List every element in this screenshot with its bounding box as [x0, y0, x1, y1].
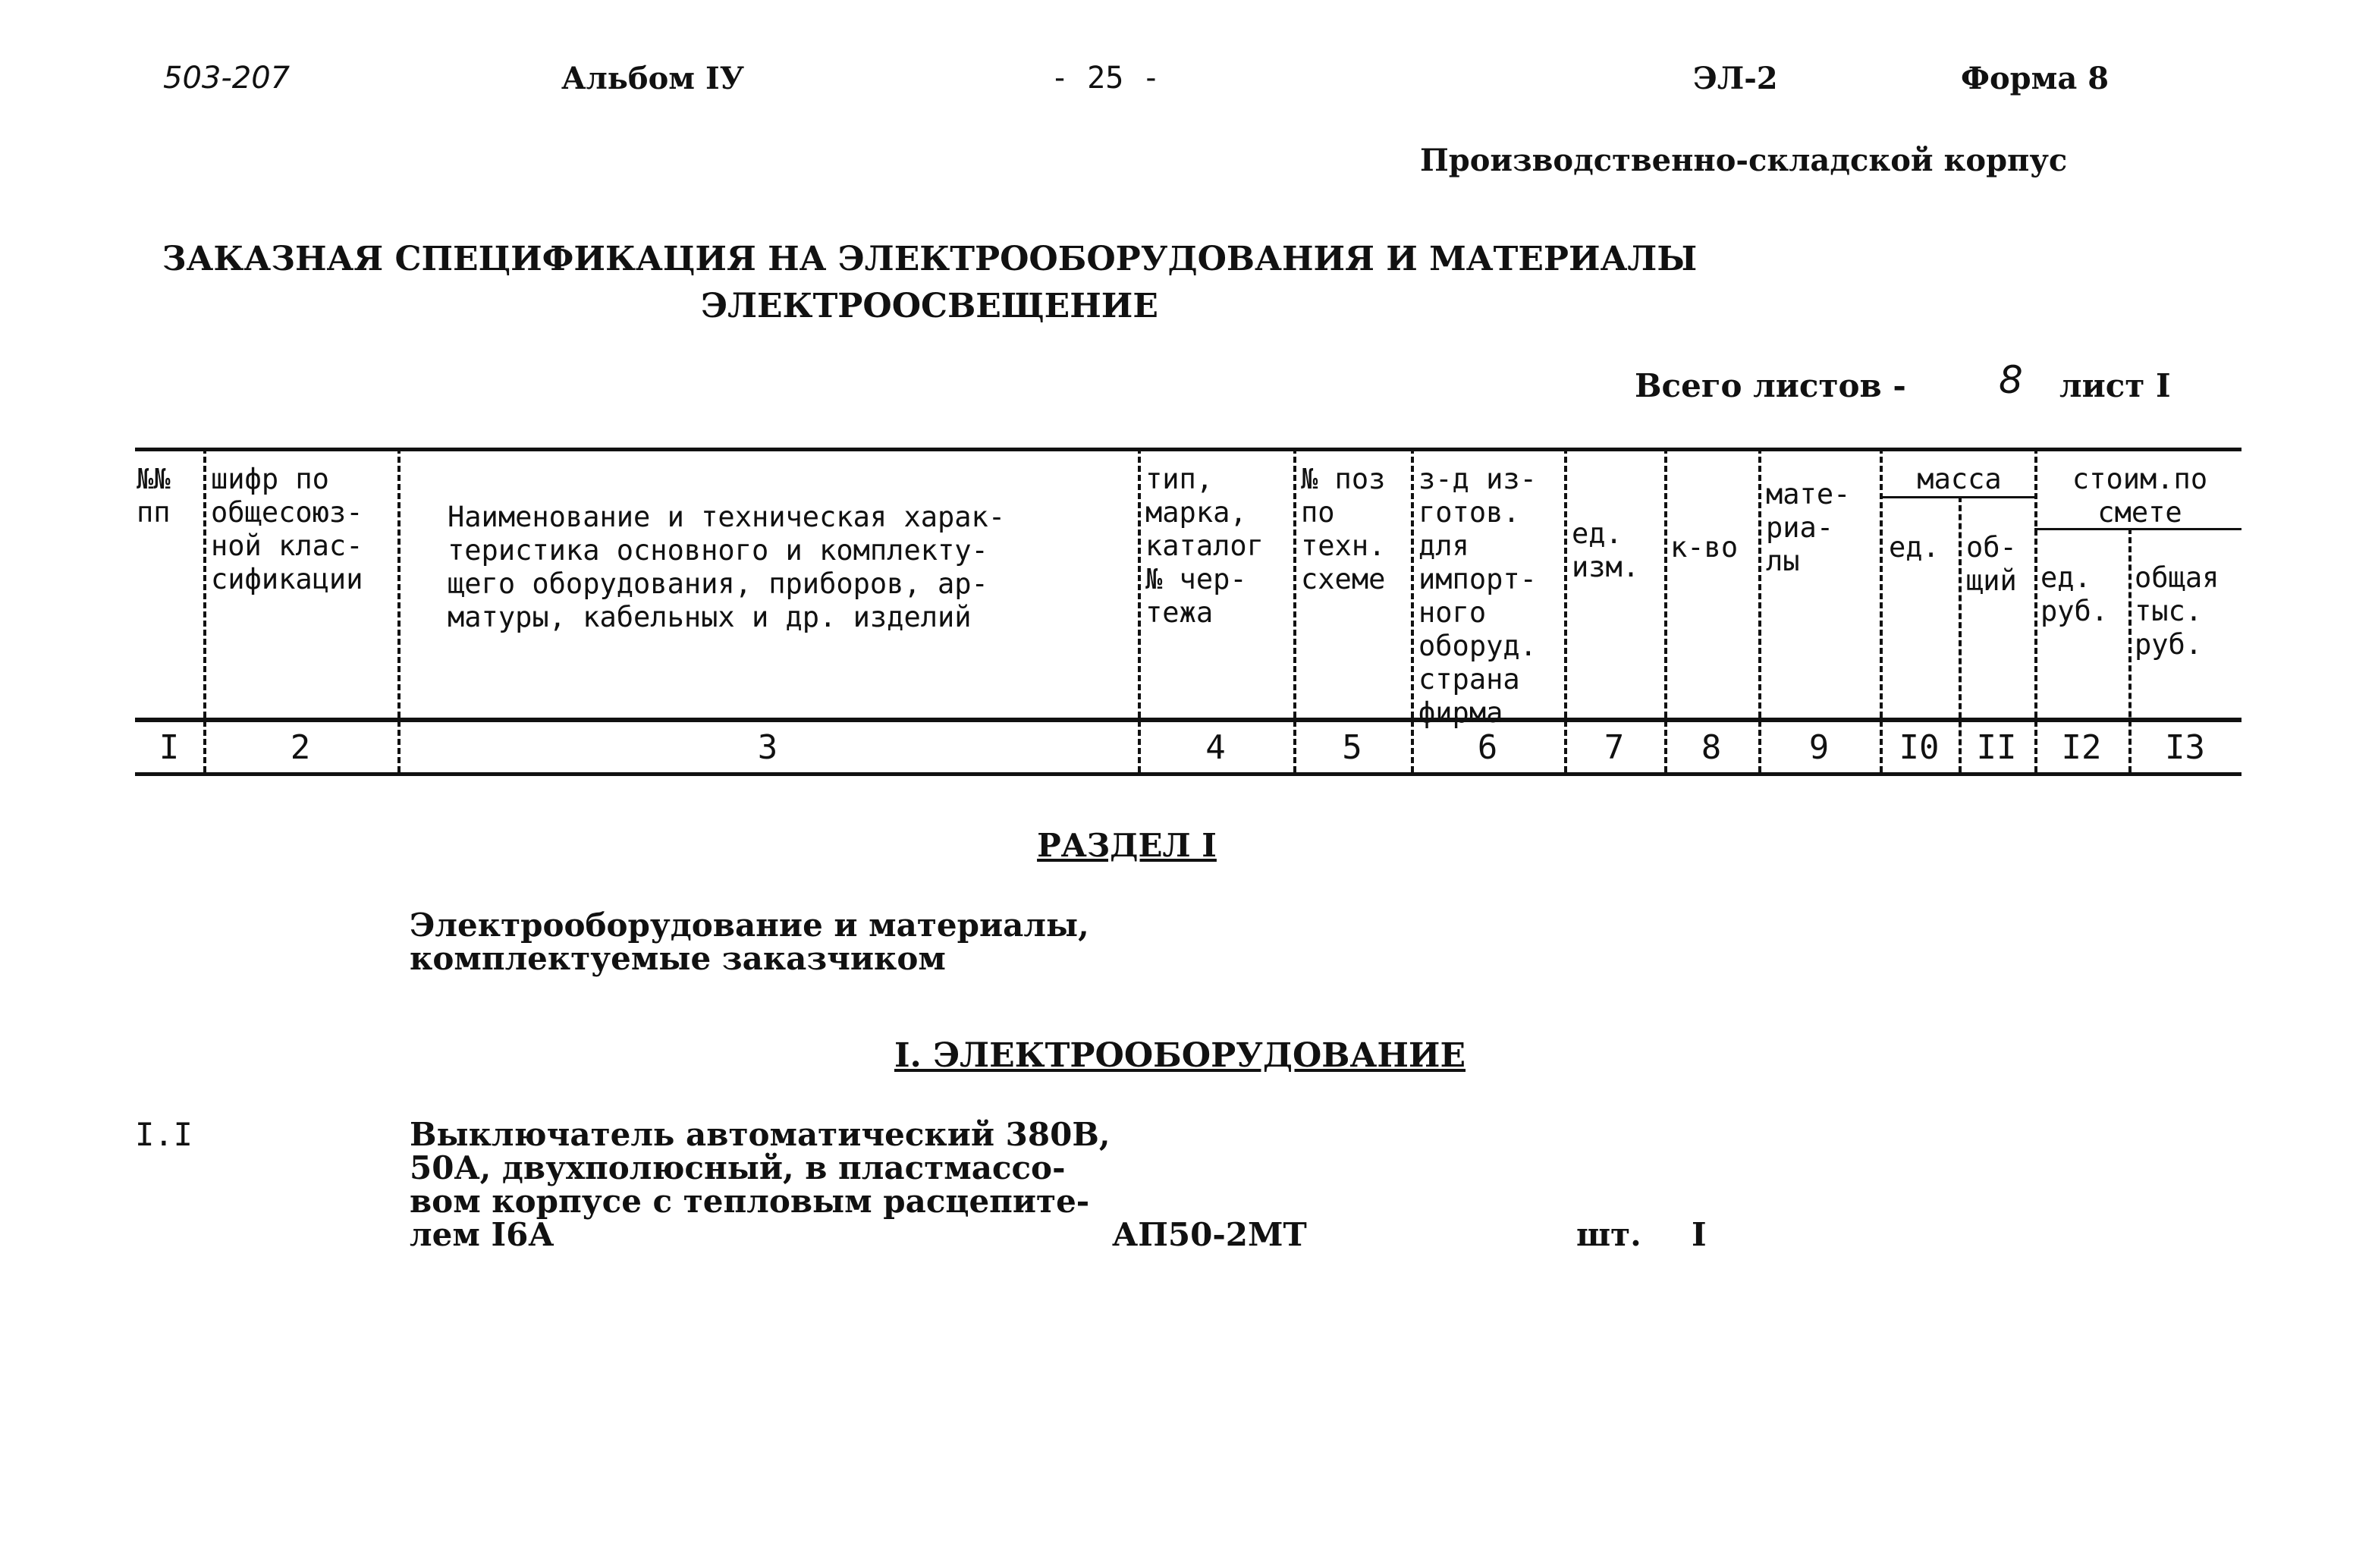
- header-col-9: мате- риа- лы: [1766, 478, 1851, 577]
- spec-title: ЗАКАЗНАЯ СПЕЦИФИКАЦИЯ НА ЭЛЕКТРООБОРУДОВАНИЯ И МАТЕРИАЛЫ: [162, 240, 1698, 278]
- header-col-5: № поз по техн. схеме: [1301, 463, 1386, 595]
- album-label: Альбом IУ: [561, 61, 745, 96]
- equipment-title: I. ЭЛЕКТРООБОРУДОВАНИЕ: [894, 1036, 1466, 1075]
- header-col-7: ед. изм.: [1572, 517, 1640, 583]
- header-col-6: з-д из- готов. для импорт- ного оборуд. страна фирма: [1418, 463, 1537, 729]
- header-group-cost: стоим.по смете: [2072, 463, 2208, 529]
- header-col-8: к-во: [1670, 531, 1739, 564]
- col-number: 2: [290, 728, 311, 767]
- col-number: 5: [1342, 728, 1362, 767]
- header-col-11: об- щий: [1966, 531, 2017, 597]
- row-type: АП50-2МТ: [1112, 1216, 1307, 1253]
- col-number: I0: [1899, 728, 1940, 767]
- table-top-rule: [135, 448, 2241, 451]
- col-number: 9: [1808, 728, 1830, 767]
- header-col-4: тип, марка, каталог № чер- тежа: [1145, 463, 1264, 629]
- page-number: - 25 -: [1051, 61, 1161, 96]
- document-code: 503-207: [163, 61, 291, 96]
- row-quantity: I: [1692, 1216, 1707, 1253]
- col-sep: [203, 448, 206, 772]
- header-col-13: общая тыс. руб.: [2135, 561, 2219, 661]
- col-number: I: [159, 728, 180, 767]
- row-name: Выключатель автоматический 380В, 50А, двухполюсный, в пластмассо- вом корпусе с тепловым расцепите- лем I6А: [410, 1116, 1111, 1253]
- building-name: Производственно-складской корпус: [1420, 143, 2068, 178]
- col-sep: [1880, 448, 1883, 772]
- col-sep: [1293, 448, 1296, 772]
- section-note: Электрооборудование и материалы, комплектуемые заказчиком: [410, 907, 1089, 977]
- col-number: 3: [757, 728, 778, 767]
- col-sep: [1411, 448, 1414, 772]
- header-col-3: Наименование и техническая харак- теристика основного и комплекту- щего оборудования, приборов, ар- матуры, кабельных и др. изделий: [448, 501, 1006, 633]
- col-sep: [2034, 448, 2037, 772]
- col-number: 6: [1477, 728, 1498, 767]
- header-col-1: №№ пп: [137, 463, 171, 529]
- document-mark: ЭЛ-2: [1693, 61, 1778, 96]
- header-group-mass: масса: [1917, 463, 2002, 495]
- spec-table-header: [135, 448, 2241, 774]
- col-number: 8: [1701, 728, 1722, 767]
- form-label: Форма 8: [1961, 61, 2110, 96]
- col-number: II: [1976, 728, 2017, 767]
- col-number: 7: [1604, 728, 1625, 767]
- col-sep: [397, 448, 401, 772]
- table-header-rule: [135, 718, 2241, 722]
- col-sep: [1758, 448, 1761, 772]
- col-sep: [1664, 448, 1667, 772]
- mass-group-rule: [1880, 496, 2034, 498]
- col-number: I3: [2165, 728, 2205, 767]
- col-number: 4: [1205, 728, 1226, 767]
- col-number: I2: [2061, 728, 2102, 767]
- header-col-12: ед. руб.: [2040, 561, 2109, 627]
- header-col-10: ед.: [1889, 531, 1940, 564]
- header-col-2: шифр по общесоюз- ной клас- сификации: [211, 463, 363, 595]
- col-sep: [1564, 448, 1567, 772]
- table-bottom-rule: [135, 772, 2241, 776]
- col-sep: [1138, 448, 1141, 772]
- row-number: I.I: [135, 1116, 193, 1153]
- section-title: РАЗДЕЛ I: [1037, 827, 1217, 864]
- total-sheets-label: Всего листов -: [1635, 367, 1906, 404]
- row-unit: шт.: [1576, 1216, 1641, 1253]
- sheet-number: лист I: [2059, 367, 2171, 404]
- spec-subtitle: ЭЛЕКТРООСВЕЩЕНИЕ: [701, 287, 1158, 325]
- total-sheets-value: 8: [1999, 358, 2023, 402]
